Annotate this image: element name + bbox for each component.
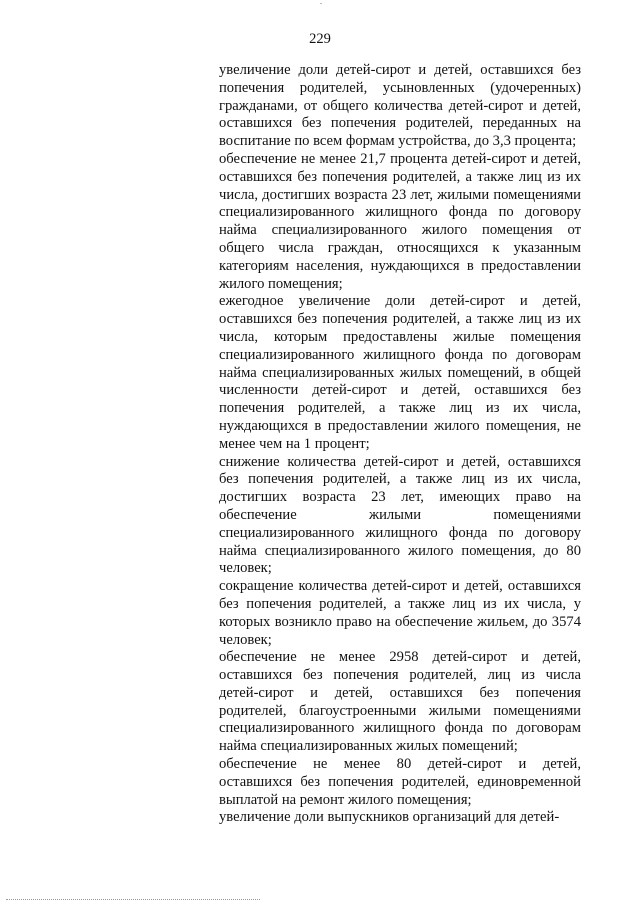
paragraph-3: ежегодное увеличение доли детей-сирот и детей, оставшихся без попечения родителей, а также лиц из их числа, которым предоставлены жилые помещения специализированного жилищного фонда по договорам найма специализированных жилых помещений, в общей численности детей-сирот и детей, оставшихся без попечения родителей, а также лиц из их числа, нуждающихся в предоставлении жилого помещения, не менее чем на 1 процент;	[219, 293, 581, 452]
paragraph-1: увеличение доли детей-сирот и детей, оставшихся без попечения родителей, усыновленных (удочеренных) гражданами, от общего количества детей-сирот и детей, оставшихся без попечения родителей, переданных на воспитание по всем формам устройства, до 3,3 процента;	[219, 62, 581, 150]
paragraph-6: обеспечение не менее 2958 детей-сирот и детей, оставшихся без попечения родителей, лиц из числа детей-сирот и детей, оставшихся без попечения родителей, благоустроенными жилыми помещениями специализированного жилищного фонда по договорам найма специализированных жилых помещений;	[219, 649, 581, 755]
paragraph-2: обеспечение не менее 21,7 процента детей-сирот и детей, оставшихся без попечения родителей, а также лиц из их числа, достигших возраста 23 лет, жилыми помещениями специализированного жилищного фонда по договору найма специализированного жилого помещения от общего числа граждан, относящихся к указанным категориям населения, нуждающихся в предоставлении жилого помещения;	[219, 150, 581, 292]
page-number: 229	[309, 31, 331, 47]
paragraph-7: обеспечение не менее 80 детей-сирот и детей, оставшихся без попечения родителей, единовременной выплатой на ремонт жилого помещения;	[219, 756, 581, 808]
scan-edge-line	[6, 899, 260, 901]
scan-speck	[320, 3, 322, 4]
paragraph-8: увеличение доли выпускников организаций для детей-	[219, 809, 560, 826]
paragraph-5: сокращение количества детей-сирот и детей, оставшихся без попечения родителей, а также лиц из их числа, у которых возникло право на обеспечение жильем, до 3574 человек;	[219, 578, 581, 648]
paragraph-4: снижение количества детей-сирот и детей, оставшихся без попечения родителей, а также лиц из их числа, достигших возраста 23 лет, имеющих право на обеспечение жилыми помещениями специализированного жилищного фонда по договору найма специализированного жилого помещения, до 80 человек;	[219, 453, 581, 577]
document-body	[219, 62, 581, 827]
